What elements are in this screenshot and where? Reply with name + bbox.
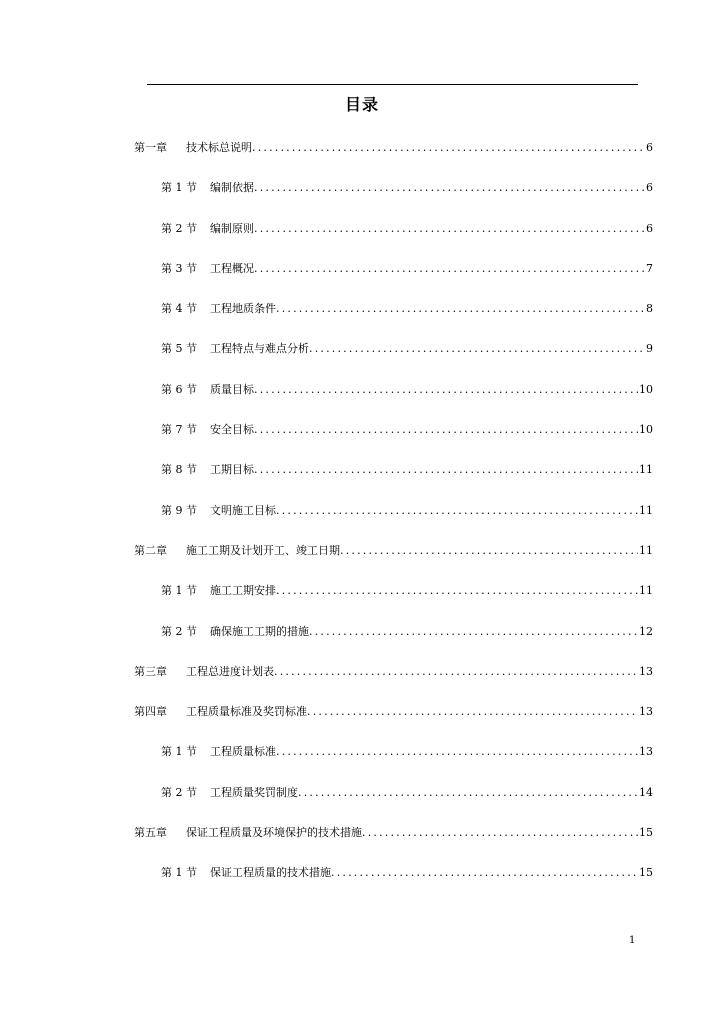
toc-dot-leader [309, 342, 645, 356]
toc-entry-page: 6 [646, 141, 653, 154]
toc-entry-title: 工程概况 [210, 261, 254, 275]
toc-entry-section[interactable] [134, 745, 653, 785]
toc-entry-page: 6 [646, 221, 653, 235]
toc-entry-title: 安全目标 [210, 423, 254, 437]
toc-dot-leader [254, 423, 638, 437]
table-of-contents [134, 141, 653, 907]
toc-entry-page: 13 [639, 705, 653, 719]
toc-entry-label: 第一章 [134, 141, 167, 154]
toc-entry-title: 编制原则 [210, 221, 254, 235]
toc-entry-title: 工程地质条件 [210, 302, 276, 316]
toc-entry-label: 第 5 节 [161, 342, 197, 356]
toc-entry-title: 施工工期安排 [210, 584, 276, 598]
toc-entry-chapter[interactable] [134, 544, 653, 584]
toc-entry-page: 11 [639, 543, 653, 557]
toc-dot-leader [254, 463, 638, 477]
toc-dot-leader [276, 745, 638, 759]
toc-entry-label: 第 1 节 [161, 181, 197, 195]
toc-dot-leader [309, 625, 638, 639]
header-rule [147, 84, 638, 85]
toc-entry-page: 11 [639, 584, 653, 598]
toc-entry-page: 12 [639, 624, 653, 638]
toc-entry-title: 工程质量奖罚制度 [210, 785, 298, 799]
toc-dot-leader [254, 222, 645, 236]
toc-entry-label: 第 6 节 [161, 382, 197, 396]
toc-entry-page: 15 [639, 826, 653, 840]
toc-entry-section[interactable] [134, 463, 653, 503]
toc-dot-leader [254, 383, 638, 397]
toc-entry-page: 10 [639, 382, 653, 396]
toc-entry-title: 工程总进度计划表 [186, 664, 274, 678]
toc-dot-leader [298, 786, 638, 800]
toc-dot-leader [254, 181, 645, 195]
toc-entry-title: 工程质量标准及奖罚标准 [186, 705, 307, 719]
toc-entry-section[interactable] [134, 584, 653, 624]
toc-entry-label: 第五章 [134, 826, 167, 840]
toc-entry-title: 工期目标 [210, 463, 254, 477]
toc-entry-page: 8 [646, 302, 653, 316]
toc-entry-title: 确保施工工期的措施 [210, 624, 309, 638]
toc-entry-label: 第 8 节 [161, 463, 197, 477]
toc-entry-page: 15 [639, 866, 653, 880]
toc-entry-section[interactable] [134, 786, 653, 826]
page-number: 1 [629, 935, 636, 946]
toc-entry-label: 第四章 [134, 705, 167, 719]
toc-dot-leader [362, 826, 638, 840]
toc-entry-title: 施工工期及计划开工、竣工日期 [186, 543, 340, 557]
toc-entry-page: 14 [639, 785, 653, 799]
toc-entry-page: 9 [646, 342, 653, 356]
toc-dot-leader [340, 544, 638, 558]
toc-entry-label: 第 9 节 [161, 503, 197, 517]
toc-entry-title: 保证工程质量的技术措施 [210, 866, 331, 880]
toc-entry-label: 第 2 节 [161, 624, 197, 638]
toc-dot-leader [331, 866, 638, 880]
toc-entry-chapter[interactable] [134, 826, 653, 866]
toc-entry-label: 第 2 节 [161, 221, 197, 235]
toc-entry-section[interactable] [134, 342, 653, 382]
toc-entry-label: 第 1 节 [161, 866, 197, 880]
toc-entry-label: 第 3 节 [161, 261, 197, 275]
toc-entry-chapter[interactable] [134, 141, 653, 181]
toc-dot-leader [276, 584, 638, 598]
toc-entry-section[interactable] [134, 423, 653, 463]
toc-heading: 目录 [344, 95, 379, 114]
toc-entry-page: 10 [639, 423, 653, 437]
toc-entry-title: 保证工程质量及环境保护的技术措施 [186, 826, 362, 840]
toc-entry-section[interactable] [134, 222, 653, 262]
toc-entry-section[interactable] [134, 504, 653, 544]
toc-dot-leader [274, 665, 638, 679]
toc-dot-leader [252, 141, 645, 155]
toc-entry-label: 第三章 [134, 664, 167, 678]
toc-entry-page: 6 [646, 181, 653, 195]
toc-entry-section[interactable] [134, 383, 653, 423]
toc-entry-chapter[interactable] [134, 665, 653, 705]
toc-dot-leader [254, 262, 645, 276]
toc-entry-chapter[interactable] [134, 705, 653, 745]
toc-entry-label: 第 1 节 [161, 584, 197, 598]
toc-entry-label: 第 1 节 [161, 745, 197, 759]
toc-dot-leader [276, 504, 638, 518]
toc-entry-section[interactable] [134, 625, 653, 665]
toc-entry-section[interactable] [134, 181, 653, 221]
toc-entry-title: 工程特点与难点分析 [210, 342, 309, 356]
toc-entry-label: 第二章 [134, 543, 167, 557]
toc-entry-section[interactable] [134, 866, 653, 906]
toc-entry-title: 技术标总说明 [186, 141, 252, 154]
toc-entry-page: 11 [639, 503, 653, 517]
toc-entry-label: 第 2 节 [161, 785, 197, 799]
toc-entry-page: 13 [639, 664, 653, 678]
toc-entry-title: 文明施工目标 [210, 503, 276, 517]
toc-entry-label: 第 7 节 [161, 423, 197, 437]
toc-entry-page: 7 [646, 261, 653, 275]
toc-dot-leader [307, 705, 638, 719]
toc-entry-title: 工程质量标准 [210, 745, 276, 759]
toc-entry-label: 第 4 节 [161, 302, 197, 316]
toc-entry-title: 编制依据 [210, 181, 254, 195]
toc-entry-page: 11 [639, 463, 653, 477]
toc-entry-title: 质量目标 [210, 382, 254, 396]
toc-dot-leader [276, 302, 645, 316]
toc-entry-section[interactable] [134, 262, 653, 302]
toc-entry-page: 13 [639, 745, 653, 759]
toc-entry-section[interactable] [134, 302, 653, 342]
